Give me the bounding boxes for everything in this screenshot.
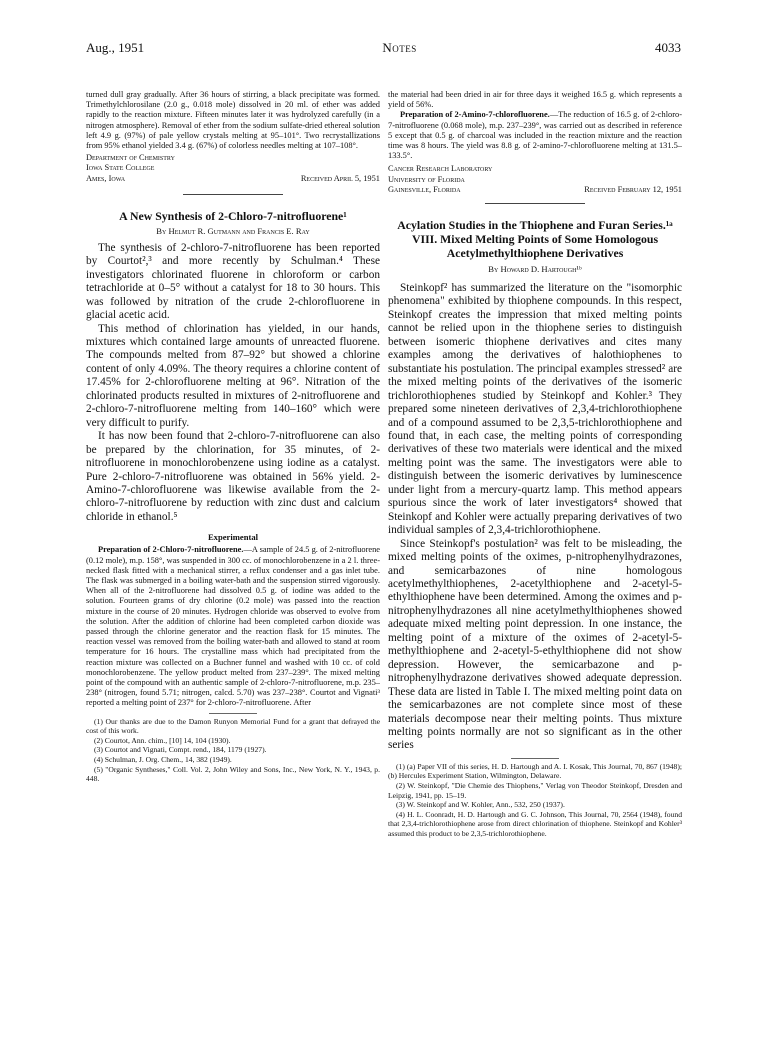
article-separator	[485, 203, 585, 204]
continued-text: the material had been dried in air for three days it weighed 16.5 g. which represents a yield of 56%.	[388, 90, 682, 110]
footnotes	[86, 717, 380, 784]
experimental-heading: Experimental	[207, 532, 259, 543]
address-line: University of Florida	[388, 174, 465, 184]
paragraph: It has now been found that 2-chloro-7-nitrofluorene can also be prepared by the chlorination, for 35 minutes, of 2-nitrofluorene in monochlorobenzene using iodine as a catalyst. Pure 2-chloro-7-nitrofluorene was obtained in 56% yield. 2-Amino-7-chlorofluorene was likewise available from the 2-chloro-7-nitrofluorene by reduction with zinc dust and calcium chloride in ethanol.⁵	[86, 430, 380, 523]
received-date: Received April 5, 1951	[300, 173, 380, 183]
procedure-text: —A sample of 24.5 g. of 2-nitrofluorene (0.12 mole), m.p. 158°, was suspended in 300 cc. of monochlorobenzene in a 2 l. three-necked flask fitted with a mechanical stirrer, a reflux condenser and a gas inlet tube. The flask was submerged in a boiling water-bath and the suspension stirred vigorously. When all of the 2-nitrofluorene had dissolved 0.5 g. of iodine was added to the solution. Fourteen grams of dry chlorine (0.2 mole) was passed into the reaction mixture in the course of 20 minutes. Hydrogen chloride was observed to evolve from the solution. After the addition of chlorine had been completed carbon dioxide was passed through the chlorine generator and the reaction flask for 15 minutes. The reaction vessel was removed from the boiling water-bath and allowed to stand at room temperature for 16 hours. The crystalline mass which had precipitated from the reaction mixture was collected on a Buchner funnel and washed with 10 cc. of cold monochlorobenzene. The yellow product melted from 237–239°. The mixed melting point of the compound with an authentic sample of 2-chloro-7-nitrofluorene, m.p. 235–238° (nitrogen, found 5.71; nitrogen, calcd. 5.70) was 237–238°. Courtot and Vignati³ reported a melting point of 237° for 2-chloro-7-nitrofluorene. After	[86, 545, 380, 708]
address-line: Department of Chemistry	[86, 153, 175, 163]
address-received-row	[86, 174, 380, 184]
footnote-rule	[209, 713, 257, 714]
footnote: (3) W. Steinkopf and W. Kohler, Ann., 532, 250 (1937).	[396, 800, 565, 810]
article-separator	[183, 194, 283, 195]
footnote: (4) Schulman, J. Org. Chem., 14, 382 (1949).	[94, 754, 232, 764]
article-address	[388, 164, 682, 195]
procedure-label: Preparation of 2-Amino-7-chlorofluorene.	[400, 110, 550, 120]
footnotes	[388, 762, 682, 839]
address-line: Gainesville, Florida	[388, 184, 461, 194]
received-date: Received February 12, 1951	[584, 184, 682, 194]
address-line: Cancer Research Laboratory	[388, 164, 493, 174]
previous-article-address	[86, 153, 380, 184]
footnote: (2) Courtot, Ann. chim., [10] 14, 104 (1930).	[94, 735, 231, 745]
paragraph: The synthesis of 2-chloro-7-nitrofluorene has been reported by Courtot²,³ and more recently by Schulman.⁴ These investigators chlorinated fluorene in chloroform or carbon tetrachloride at 0–5° without a catalyst for 18 to 30 hours. This was followed by nitration of the crude 2-chlorofluorene in glacial acetic acid.	[86, 241, 380, 322]
experimental-paragraph	[388, 110, 682, 161]
address-line: Iowa State College	[86, 163, 155, 173]
right-column	[388, 90, 682, 839]
article-title: A New Synthesis of 2-Chloro-7-nitrofluorene¹	[119, 208, 347, 223]
address-line: Ames, Iowa	[86, 173, 126, 183]
header-page-number: 4033	[655, 40, 681, 55]
paragraph: This method of chlorination has yielded, in our hands, mixtures which contained large amounts of unreacted fluorene. The compounds melted from 87–92° but showed a chlorine content of only 4.09%. The theory requires a chlorine content of 17.45% for 2-chlorofluorene melting at 96°. Nitration of the chlorinated products resulted in mixtures of 2-nitrofluorene and 2-chloro-7-nitrofluorene melting from 140–160° which were very difficult to purify.	[86, 322, 380, 429]
header-date: Aug., 1951	[86, 40, 145, 55]
experimental-paragraph	[86, 545, 380, 708]
paragraph: Steinkopf² has summarized the literature on the "isomorphic phenomena" exhibited by thiophene compounds. In this respect, Steinkopf creates the impression that mixed melting points cannot be relied upon in the thiophene series to distinguish between isomeric thiophene derivatives and cites many examples among the derivatives of halothiophenes to substantiate his postulation. The principal examples stressed² are the mixed melting points of the derivatives of the isomeric trichlorothiophenes studied by Steinkopf and Kohler.³ They prepared some nineteen derivatives of 2,3,4-trichlorothiophene and of a compound assumed to be 2,3,5-trichlorothiophene and found that, in each case, the melting points of corresponding derivatives of these two materials were identical and the mixed melting point was the same. The investigators were able to distinguish between the isomeric derivatives by luminescence under light from a mercury-quartz lamp. This method appears spurious since the work of later investigators⁴ showed that Steinkopf and Kohler were actually preparing derivatives of two individual samples of 2,3,4-trichlorothiophene.	[388, 282, 682, 537]
article-title: Acylation Studies in the Thiophene and Furan Series.¹ᵃ VIII. Mixed Melting Points of Some Homologous Acetylmethylthiophene Derivatives	[397, 218, 673, 261]
address-received-row	[388, 185, 682, 195]
footnote: (3) Courtot and Vignati, Compt. rend., 184, 1179 (1927).	[94, 745, 267, 755]
paragraph: Since Steinkopf's postulation² was felt to be misleading, the mixed melting points of the oximes, p-nitrophenylhydrazones, and semicarbazones of nine homologous acetylmethylthiophenes, 2-acetylthiophene and 2-acetyl-5-ethylthiophene have been determined. Among the oximes and p-nitrophenylhydrazones all nine acetylmethylthiophenes showed adequate mixed melting point depression. In one instance, the melting point of a mixture of the oximes of 2-acetyl-5-methylthiophene and 2-acetyl-5-ethylthiophene did not show depression. However, the semicarbazone and p-nitrophenylhydrazone derivatives showed adequate depression. These data are listed in Table I. The mixed melting point data on the semicarbazones are not complete since most of these materials decompose near their melting points. Thus mixture melting points normally are not so significant as in the other series	[388, 537, 682, 752]
procedure-text: —The reduction of 16.5 g. of 2-chloro-7-nitrofluorene (0.068 mole), m.p. 237–239°, was carried out as described in reference 5 except that 0.5 g. of charcoal was included in the reaction mixture and the reaction time was 8 hours. The yield was 8.8 g. of 2-amino-7-chlorofluorene melting at 131.5–133.5°.	[388, 110, 682, 161]
footnote: (5) "Organic Syntheses," Coll. Vol. 2, John Wiley and Sons, Inc., New York, N. Y., 1943, p. 448.	[86, 764, 380, 784]
footnote: (1) (a) Paper VII of this series, H. D. Hartough and A. I. Kosak, This Journal, 70, 867 (1948); (b) Hercules Experiment Station, Wilmington, Delaware.	[388, 761, 682, 781]
article-authors: By Howard D. Hartough¹ᵇ	[488, 264, 582, 275]
footnote: (1) Our thanks are due to the Damon Runyon Memorial Fund for a grant that defrayed the cost of this work.	[86, 716, 380, 736]
footnote-rule	[511, 758, 559, 759]
procedure-label: Preparation of 2-Chloro-7-nitrofluorene.	[98, 545, 244, 555]
left-column	[86, 90, 380, 784]
article-authors: By Helmut R. Gutmann and Francis E. Ray	[156, 225, 310, 236]
previous-article-end: turned dull gray gradually. After 36 hours of stirring, a black precipitate was formed. Trimethylchlorosilane (2.0 g., 0.018 mole) dissolved in 20 ml. of ether was added rapidly to the reaction mixture. Fifteen minutes later it was hydrolyzed carefully (in a nitrogen atmosphere). Removal of ether from the sodium sulfate-dried ethereal solution left 4.9 g. (97%) of pale yellow crystals melting at 95–101°. Two recrystallizations from 95% ethanol yielded 3.4 g. (67%) of colorless needles melting at 107–108°.	[86, 90, 380, 151]
page-header	[86, 40, 681, 58]
footnote: (2) W. Steinkopf, "Die Chemie des Thiophens," Verlag von Theodor Steinkopf, Dresden and Leipzig, 1941, pp. 15–19.	[388, 781, 682, 800]
footnote: (4) H. L. Coonradt, H. D. Hartough and G. C. Johnson, This Journal, 70, 2564 (1948), found that 2,3,4-trichlorothiophene arose from direct chlorination of thiophene. Steinkopf and Kohler³ assumed this product to be 2,3,5-trichlorothiophene.	[388, 809, 682, 839]
header-section: Notes	[382, 40, 417, 55]
